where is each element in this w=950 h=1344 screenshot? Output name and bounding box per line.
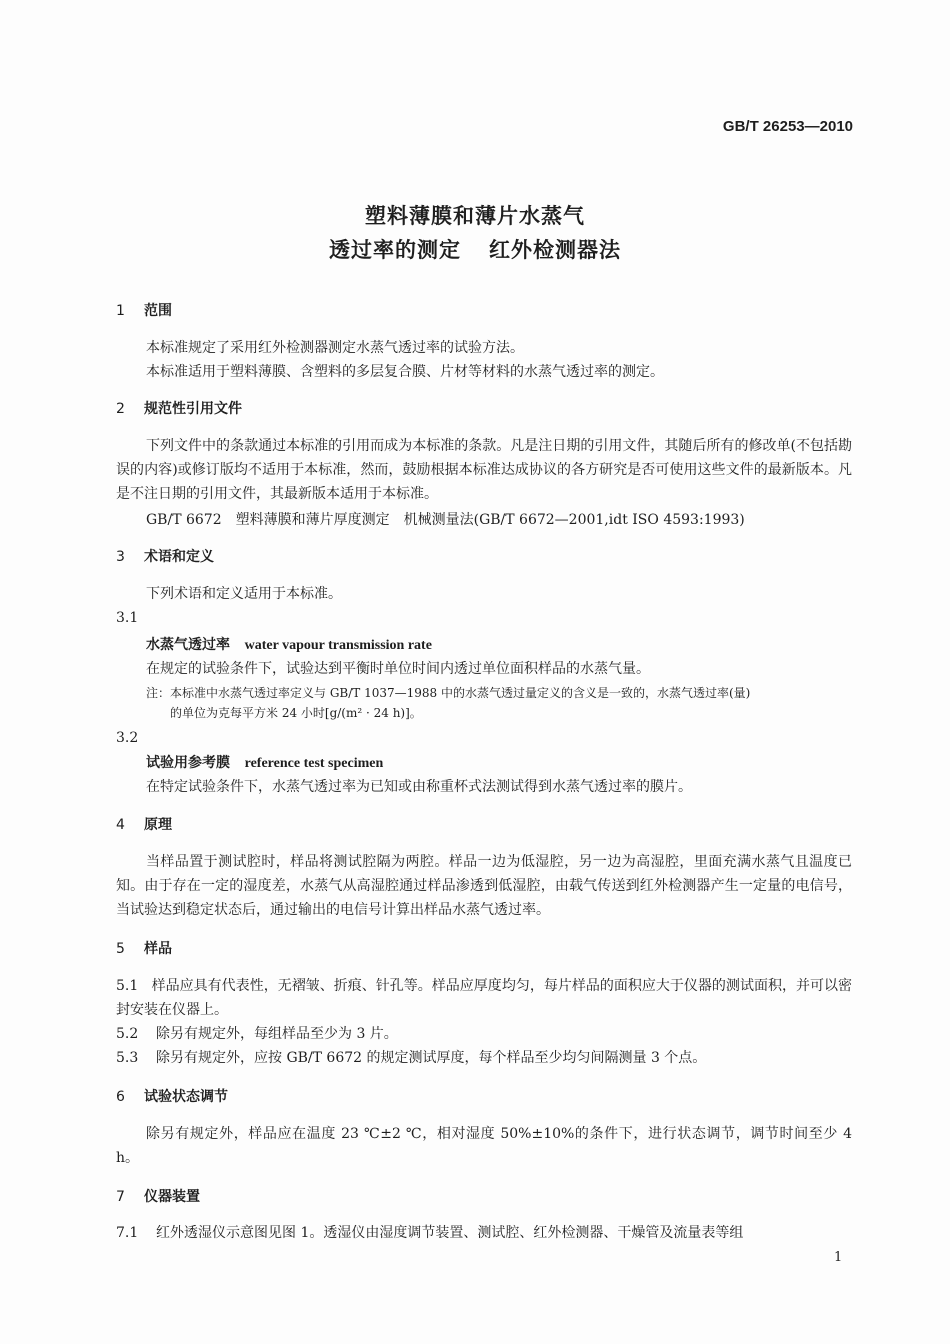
page-number: 1 [834,1250,843,1265]
paragraph: 当样品置于测试腔时，样品将测试腔隔为两腔。样品一边为低湿腔，另一边为高湿腔，里面充满水蒸气且温度已知。由于存在一定的湿度差，水蒸气从高湿腔通过样品渗透到低湿腔，由载气传送到红外检测器产生一定量的电信号，当试验达到稳定状态后，通过输出的电信号计算出样品水蒸气透过率。 [116,854,852,918]
document-title-line1: 塑料薄膜和薄片水蒸气 [365,204,585,228]
clause: 7.1 红外透湿仪示意图见图 1。透湿仪由湿度调节装置、测试腔、红外检测器、干燥管及流量表等组 [116,1225,744,1241]
section-heading-1: 1 范围 [116,303,172,319]
section-heading-4: 4 原理 [116,817,172,833]
clause-number: 3.2 [116,730,139,746]
clause-number: 3.1 [116,610,139,626]
term-entry: 试验用参考膜 reference test specimen [146,755,384,771]
document-title-line2 [0,234,950,264]
clause: 5.1 样品应具有代表性，无褶皱、折痕、针孔等。样品应厚度均匀，每片样品的面积应大于仪器的测试面积，并可以密封安装在仪器上。 [116,978,852,1018]
paragraph: 本标准规定了采用红外检测器测定水蒸气透过率的试验方法。 [146,340,524,356]
section-heading-6: 6 试验状态调节 [116,1089,228,1105]
paragraph: 除另有规定外，样品应在温度 23 ℃±2 ℃，相对湿度 50%±10%的条件下，进行状态调节，调节时间至少 4 h。 [116,1126,852,1166]
clause: 5.3 除另有规定外，应按 GB/T 6672 的规定测试厚度，每个样品至少均匀间隔测量 3 个点。 [116,1050,707,1066]
paragraph: 下列术语和定义适用于本标准。 [146,586,342,602]
paragraph: 下列文件中的条款通过本标准的引用而成为本标准的条款。凡是注日期的引用文件，其随后所有的修改单(不包括勘误的内容)或修订版均不适用于本标准，然而，鼓励根据本标准达成协议的各方研究是否可使用这些文件的最新版本。凡是不注日期的引用文件，其最新版本适用于本标准。 [116,438,852,502]
clause: 5.2 除另有规定外，每组样品至少为 3 片。 [116,1026,398,1042]
paragraph: 本标准适用于塑料薄膜、含塑料的多层复合膜、片材等材料的水蒸气透过率的测定。 [146,364,664,380]
section-heading-3: 3 术语和定义 [116,549,214,565]
section-heading-5: 5 样品 [116,941,172,957]
term-definition: 在特定试验条件下，水蒸气透过率为已知或由称重杯式法测试得到水蒸气透过率的膜片。 [146,779,692,795]
standard-code: GB/T 26253—2010 [722,118,853,135]
normative-reference: GB/T 6672 塑料薄膜和薄片厚度测定 机械测量法(GB/T 6672—2001,idt ISO 4593:1993) [146,512,745,528]
title-part-a: 透过率的测定 [329,238,461,262]
note-line: 注：本标准中水蒸气透过率定义与 GB/T 1037—1988 中的水蒸气透过量定义的含义是一致的，水蒸气透过率(量) [146,686,751,700]
note-line: 的单位为克每平方米 24 小时[g/(m² · 24 h)]。 [170,706,422,720]
section-heading-2: 2 规范性引用文件 [116,401,242,417]
term-entry: 水蒸气透过率 water vapour transmission rate [146,637,432,653]
term-definition: 在规定的试验条件下，试验达到平衡时单位时间内透过单位面积样品的水蒸气量。 [146,661,650,677]
title-part-b: 红外检测器法 [489,238,621,262]
section-heading-7: 7 仪器装置 [116,1189,200,1205]
